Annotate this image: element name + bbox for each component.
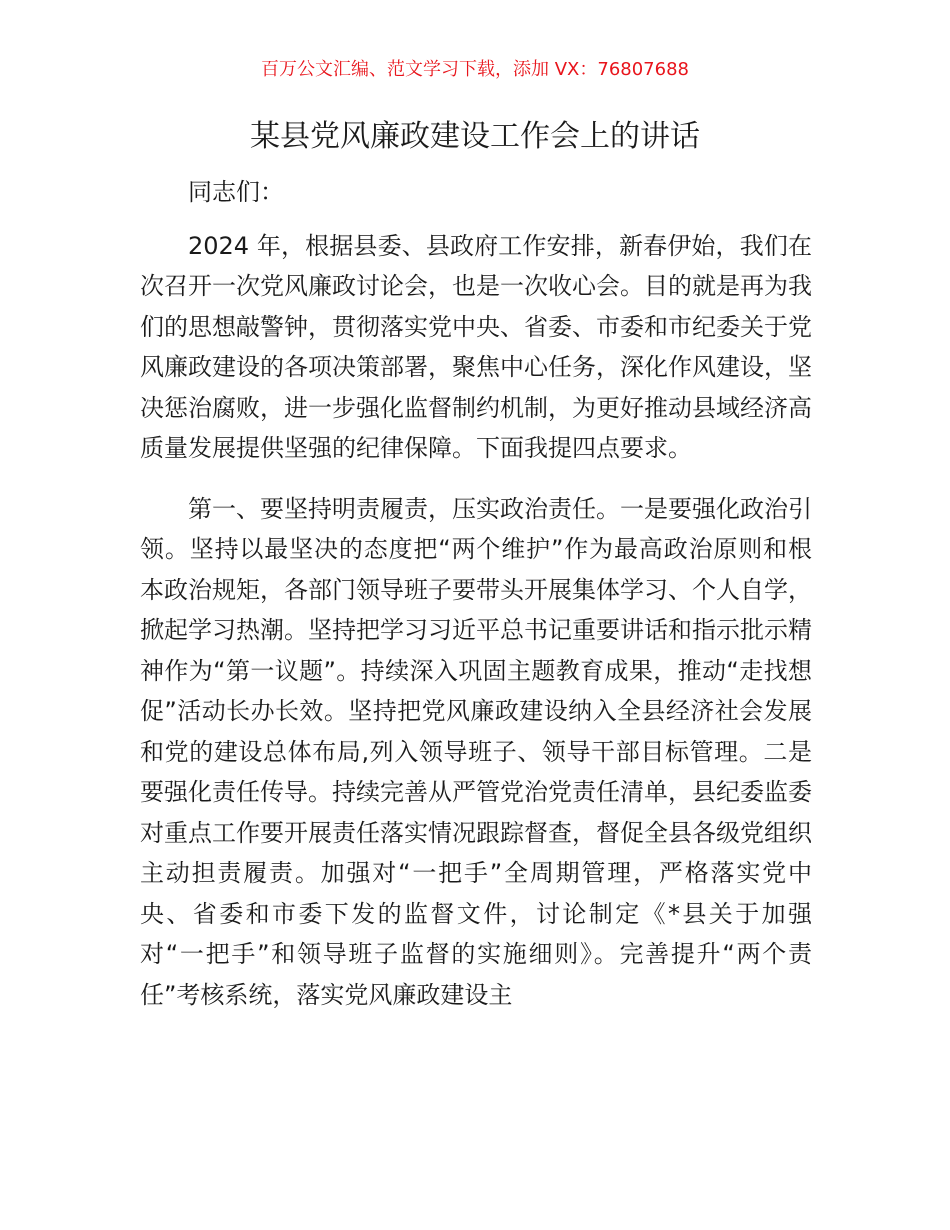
document-title: 某县党风廉政建设工作会上的讲话 [250, 119, 700, 154]
document-body [140, 172, 812, 1015]
salutation: 同志们： [188, 178, 284, 206]
paragraph-intro: 2024 年，根据县委、县政府工作安排，新春伊始，我们在次召开一次党风廉政讨论会，也是一次收心会。目的就是再为我们的思想敲警钟，贯彻落实党中央、省委、市委和市纪委关于党风廉政建设的各项决策部署，聚焦中心任务，深化作风建设，坚决惩治腐败，进一步强化监督制约机制，为更好推动县域经济高质量发展提供坚强的纪律保障。下面我提四点要求。 [140, 231, 812, 462]
paragraph-first-requirement: 第一、要坚持明责履责，压实政治责任。一是要强化政治引领。坚持以最坚决的态度把“两个维护”作为最高政治原则和根本政治规矩，各部门领导班子要带头开展集体学习、个人自学，掀起学习热潮。坚持把学习习近平总书记重要讲话和指示批示精神作为“第一议题”。持续深入巩固主题教育成果，推动“走找想促”活动长办长效。坚持把党风廉政建设纳入全县经济社会发展和党的建设总体布局,列入领导班子、领导干部目标管理。二是要强化责任传导。持续完善从严管党治党责任清单，县纪委监委对重点工作要开展责任落实情况跟踪督查，督促全县各级党组织主动担责履责。加强对“一把手”全周期管理，严格落实党中央、省委和市委下发的监督文件，讨论制定《*县关于加强对“一把手”和领导班子监督的实施细则》。完善提升“两个责任”考核系统，落实党风廉政建设主 [140, 494, 812, 1009]
watermark-banner: 百万公文汇编、范文学习下载，添加 VX：76807688 [261, 59, 689, 80]
